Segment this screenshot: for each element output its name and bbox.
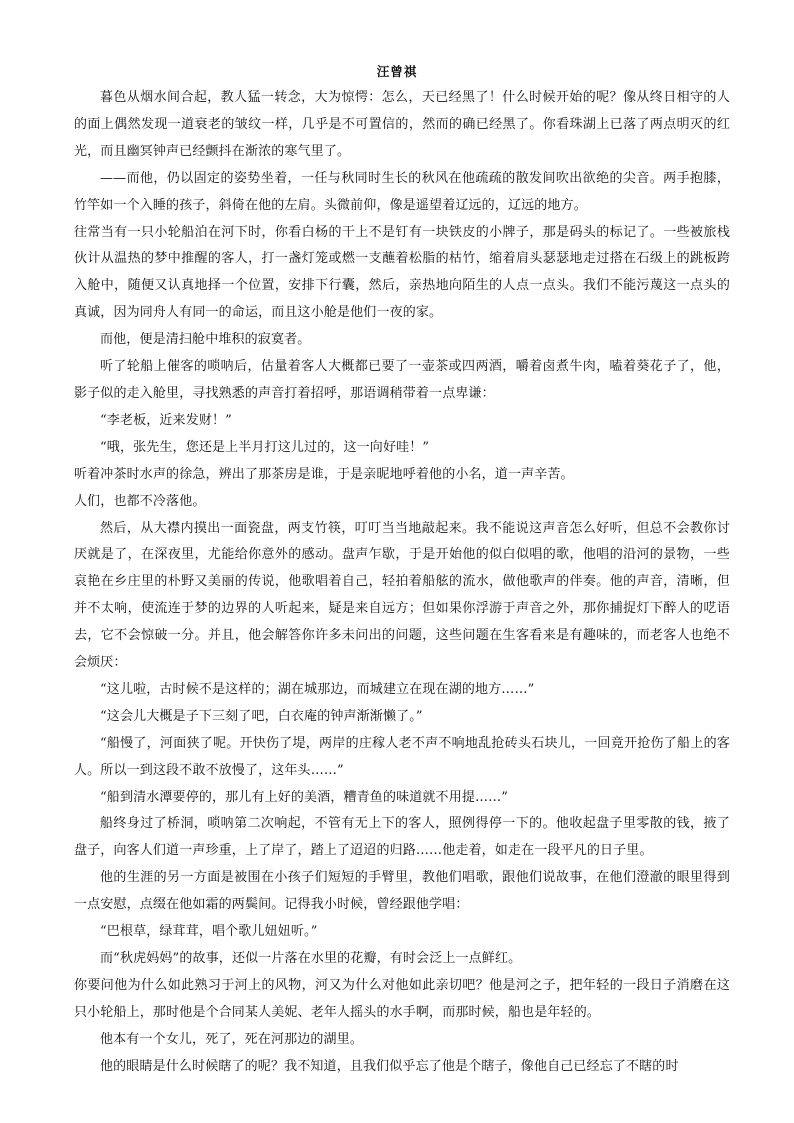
paragraph: 暮色从烟水间合起，教人猛一转念，大为惊愕：怎么，天已经黑了！什么时候开始的呢？像从终日相守的人的面上偶然发现一道衰老的皱纹一样，几乎是不可置信的，然而的确已经黑了。你看珠湖上已落了两点明灭的红光，而且幽冥钟声已经颤抖在渐浓的寒气里了。 [74,90,730,159]
paragraph: 而他，便是清扫舱中堆积的寂寞者。 [100,332,311,348]
paragraph: “这会儿大概是子下三刻了吧，白衣庵的钟声渐渐懒了。” [100,708,423,724]
paragraph: 他本有一个女儿，死了，死在河那边的湖里。 [100,1031,364,1047]
paragraph: 他的眼睛是什么时候瞎了的呢？我不知道，且我们似乎忘了他是个瞎子，像他自己已经忘了不瞎的时 [100,1058,679,1074]
paragraph: “哦，张先生，您还是上半月打这儿过的，这一向好哇！” [100,439,430,455]
paragraph: 然后，从大襟内摸出一面瓷盘，两支竹筷，叮叮当当地敲起来。我不能说这声音怎么好听，但总不会教你讨厌就是了，在深夜里，尤能给你意外的感动。盘声乍歇，于是开始他的似白似唱的歌，他唱的沿河的景物，一些哀艳在乡庄里的朴野又美丽的传说，他歌唱着自己，轻拍着船舷的流水，做他歌声的伴奏。他的声音，清晰，但并不太响，使流连于梦的边界的人听起来，疑是来自远方；但如果你浮游于声音之外，那你捕捉灯下醉人的呓语去，它不会惊破一分。并且，他会解答你许多未问出的问题，这些问题在生客看来是有趣味的，而老客人也绝不会烦厌： [74,520,730,671]
paragraph: 往常当有一只小轮船泊在河下时，你看白杨的干上不是钉有一块铁皮的小牌子，那是码头的标记了。一些被旅栈伙计从温热的梦中推醒的客人，打一盏灯笼或燃一支蘸着松脂的枯竹，缩着肩头瑟瑟地走过搭在石级上的跳板跨入舱中，随便又认真地择一个位置，安排下行囊，然后，亲热地向陌生的人点一点头。我们不能污蔑这一点头的真诚，因为同舟人有同一的命运，而且这小舱是他们一夜的家。 [74,224,730,321]
paragraph: 人们，也都不冷落他。 [74,493,206,509]
author-name: 汪曾祺 [376,64,418,79]
article-body [74,85,730,1081]
paragraph: “这儿啦，古时候不是这样的；湖在城那边，而城建立在现在湖的地方……” [100,681,535,697]
paragraph: 听着冲茶时水声的徐急，辨出了那茶房是谁，于是亲昵地呼着他的小名，道一声辛苦。 [74,466,574,482]
paragraph: 听了轮船上催客的唢呐后，估量着客人大概都已要了一壶茶或四两酒，嚼着卤煮牛肉，嗑着葵花子了，他，影子似的走入舱里，寻找熟悉的声音打着招呼，那语调稍带着一点卑谦： [74,359,730,401]
paragraph: 而“秋虎妈妈”的故事，还似一片落在水里的花瓣，有时会泛上一点鲜红。 [100,951,522,966]
paragraph: “李老板，近来发财！” [100,412,232,428]
paragraph: 你要问他为什么如此熟习于河上的风物，河又为什么对他如此亲切吧？他是河之子，把年轻的一段日子消磨在这只小轮船上，那时他是个合同某人美妮、老年人摇头的水手啊，而那时候，船也是年轻的。 [74,977,730,1020]
paragraph: “船慢了，河面狭了呢。开快伤了堤，两岸的庄稼人老不声不响地乱抢砖头石块儿，一回竟开抢伤了船上的客人。所以一到这段不敢不放慢了，这年头……” [74,735,730,778]
paragraph: 船终身过了桥洞，唢呐第二次响起，不管有无上下的客人，照例得停一下的。他收起盘子里零散的钱，掖了盘子，向客人们道一声珍重，上了岸了，踏上了迢迢的归路……他走着，如走在一段平凡的日子里。 [74,816,730,859]
paragraph: “巴根草，绿茸茸，唱个歌儿妞妞听。” [100,924,318,940]
paragraph: “船到清水潭要停的，那儿有上好的美酒，糟青鱼的味道就不用提……” [100,789,509,805]
paragraph: 他的生涯的另一方面是被围在小孩子们短短的手臂里，教他们唱歌，跟他们说故事，在他们澄澈的眼里得到一点安慰，点缀在他如霜的两鬓间。记得我小时候，曾经跟他学唱： [74,870,730,913]
paragraph: ——而他，仍以固定的姿势坐着，一任与秋同时生长的秋风在他疏疏的散发间吹出欲绝的尖音。两手抱膝，竹竿如一个入睡的孩子，斜倚在他的左肩。头微前仰，像是遥望着辽远的，辽远的地方。 [74,170,730,213]
